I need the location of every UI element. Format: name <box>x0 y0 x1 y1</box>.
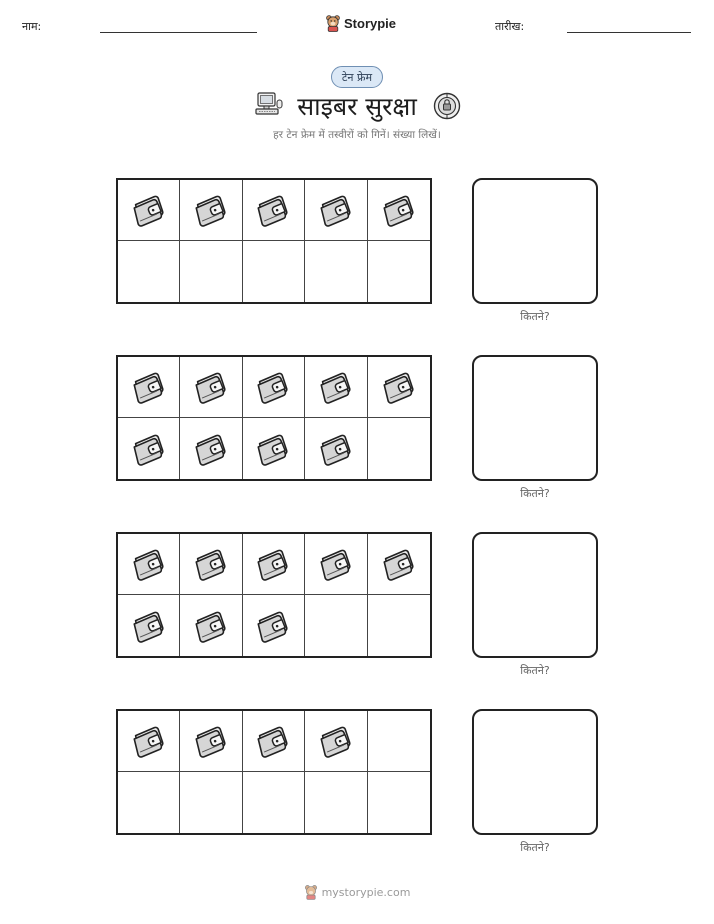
shield-icon <box>432 91 462 121</box>
wallet-icon <box>191 546 231 582</box>
frame-cell <box>243 772 305 833</box>
wallet-icon <box>316 192 356 228</box>
frame-cell <box>305 595 367 656</box>
wallet-icon <box>253 546 293 582</box>
bear-mascot-icon <box>304 884 318 900</box>
date-label: तारीख: <box>495 20 525 33</box>
wallet-icon <box>191 608 231 644</box>
worksheet-header <box>0 0 714 50</box>
frame-cell <box>180 357 242 418</box>
frame-cell <box>118 595 180 656</box>
frame-cell <box>368 534 430 595</box>
frame-cell <box>368 357 430 418</box>
name-label: नाम: <box>22 20 42 33</box>
answer-box[interactable] <box>472 532 598 658</box>
wallet-icon <box>129 546 169 582</box>
wallet-icon <box>129 369 169 405</box>
footer-url[interactable]: mystorypie.com <box>321 885 411 899</box>
wallet-icon <box>316 431 356 467</box>
frame-cell <box>243 357 305 418</box>
count-label: कितने? <box>520 664 550 677</box>
wallet-icon <box>191 431 231 467</box>
frame-block-1 <box>116 178 598 328</box>
frame-cell <box>243 418 305 479</box>
frame-cell <box>305 180 367 241</box>
frame-cell <box>118 180 180 241</box>
frame-cell <box>180 595 242 656</box>
wallet-icon <box>379 369 419 405</box>
ten-frame <box>116 532 432 658</box>
frame-cell <box>118 357 180 418</box>
wallet-icon <box>129 431 169 467</box>
frame-cell <box>118 534 180 595</box>
frame-cell <box>180 418 242 479</box>
frame-cell <box>305 357 367 418</box>
frame-cell <box>368 180 430 241</box>
footer <box>0 884 714 900</box>
count-label: कितने? <box>520 487 550 500</box>
frame-cell <box>118 772 180 833</box>
frame-cell <box>305 418 367 479</box>
answer-box[interactable] <box>472 355 598 481</box>
wallet-icon <box>191 192 231 228</box>
wallet-icon <box>191 369 231 405</box>
frame-cell <box>368 711 430 772</box>
brand-logo <box>325 13 396 33</box>
wallet-icon <box>253 431 293 467</box>
wallet-icon <box>129 608 169 644</box>
count-label: कितने? <box>520 310 550 323</box>
wallet-icon <box>129 192 169 228</box>
wallet-icon <box>253 608 293 644</box>
frame-cell <box>243 241 305 302</box>
frame-cell <box>305 711 367 772</box>
frame-cell <box>368 772 430 833</box>
brand-name: Storypie <box>344 15 397 31</box>
answer-box[interactable] <box>472 709 598 835</box>
frame-cell <box>368 241 430 302</box>
frame-cell <box>243 180 305 241</box>
wallet-icon <box>379 546 419 582</box>
wallet-icon <box>253 192 293 228</box>
frame-cell <box>180 772 242 833</box>
name-line[interactable] <box>100 32 257 33</box>
answer-box[interactable] <box>472 178 598 304</box>
wallet-icon <box>253 369 293 405</box>
wallet-icon <box>379 192 419 228</box>
frame-cell <box>305 772 367 833</box>
ten-frame <box>116 355 432 481</box>
frame-cell <box>180 534 242 595</box>
wallet-icon <box>316 723 356 759</box>
wallet-icon <box>253 723 293 759</box>
frame-cell <box>243 595 305 656</box>
frame-block-4 <box>116 709 598 859</box>
frame-cell <box>180 180 242 241</box>
frame-cell <box>243 711 305 772</box>
count-label: कितने? <box>520 841 550 854</box>
ten-frame <box>116 709 432 835</box>
frame-cell <box>368 418 430 479</box>
frame-cell <box>118 711 180 772</box>
page-title: साइबर सुरक्षा <box>297 92 417 121</box>
instructions: हर टेन फ्रेम में तस्वीरों को गिनें। संख्या लिखें। <box>273 129 441 141</box>
frame-cell <box>118 418 180 479</box>
frame-block-2 <box>116 355 598 505</box>
wallet-icon <box>316 369 356 405</box>
frame-cell <box>305 534 367 595</box>
frame-cell <box>243 534 305 595</box>
wallet-icon <box>316 546 356 582</box>
frame-cell <box>368 595 430 656</box>
ten-frame <box>116 178 432 304</box>
date-line[interactable] <box>567 32 691 33</box>
topic-badge: टेन फ्रेम <box>331 66 383 88</box>
wallet-icon <box>191 723 231 759</box>
frame-block-3 <box>116 532 598 682</box>
frame-cell <box>180 241 242 302</box>
frame-cell <box>180 711 242 772</box>
frame-cell <box>118 241 180 302</box>
wallet-icon <box>129 723 169 759</box>
frame-cell <box>305 241 367 302</box>
bear-mascot-icon <box>325 14 341 32</box>
